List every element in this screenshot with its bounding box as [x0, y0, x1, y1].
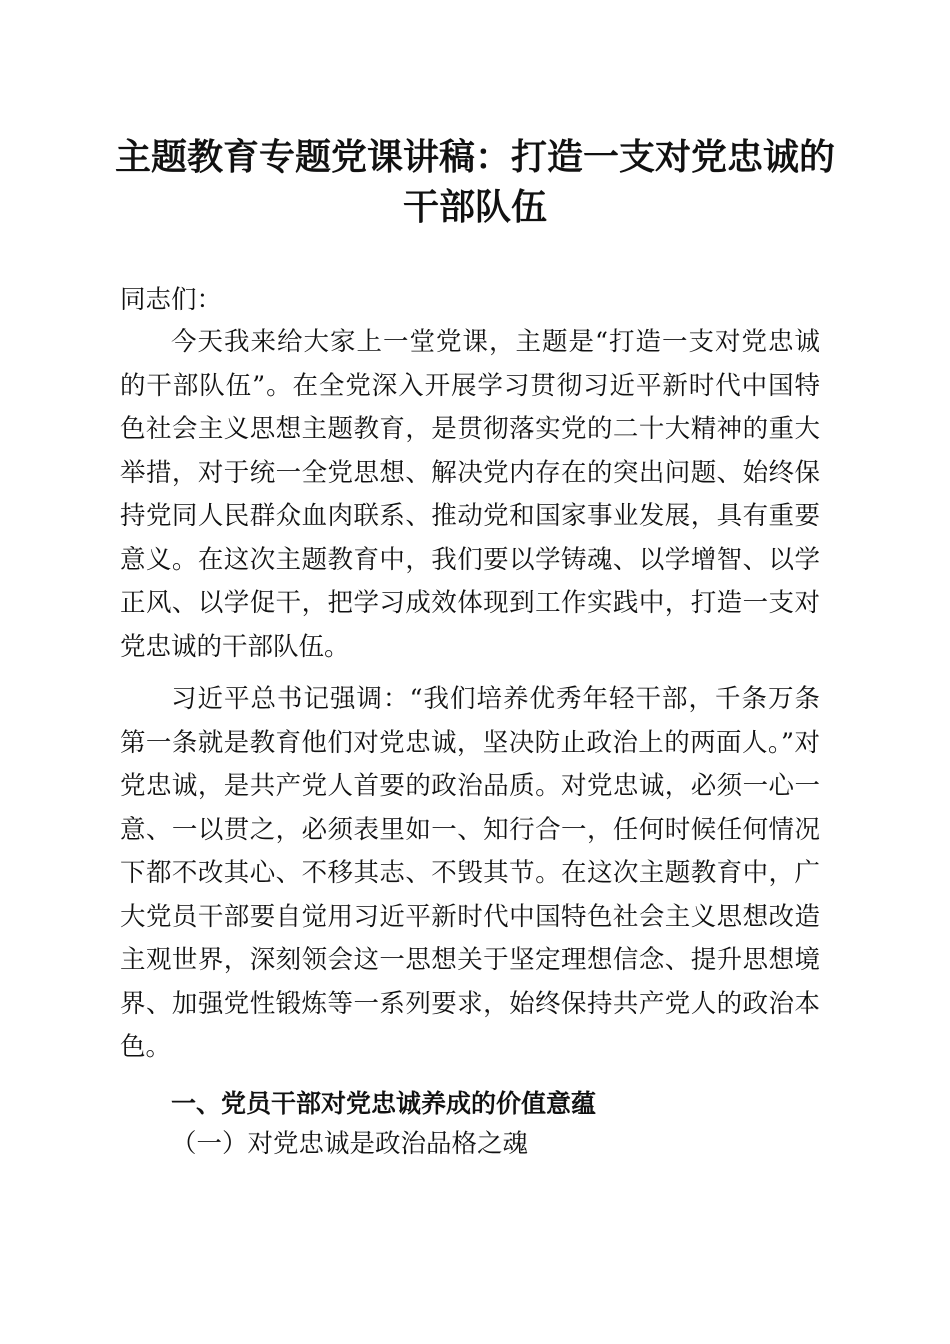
document-title: 主题教育专题党课讲稿：打造一支对党忠诚的干部队伍	[114, 136, 835, 228]
paragraph-intro: 今天我来给大家上一堂党课，主题是“打造一支对党忠诚的干部队伍”。在全党深入开展学习贯彻习近平新时代中国特色社会主义思想主题教育，是贯彻落实党的二十大精神的重大举措，对于统一全党思想、解决党内存在的突出问题、始终保持党同人民群众血肉联系、推动党和国家事业发展，具有重要意义。在这次主题教育中，我们要以学铸魂、以学增智、以学正风、以学促干，把学习成效体现到工作实践中，打造一支对党忠诚的干部队伍。	[120, 327, 820, 662]
subsection-heading: （一）对党忠诚是政治品格之魂	[171, 1129, 529, 1159]
paragraph-quote: 习近平总书记强调：“我们培养优秀年轻干部，千条万条第一条就是教育他们对党忠诚，坚决防止政治上的两面人。”对党忠诚，是共产党人首要的政治品质。对党忠诚，必须一心一意、一以贯之，必须表里如一、知行合一，任何时候任何情况下都不改其心、不移其志、不毁其节。在这次主题教育中，广大党员干部要自觉用习近平新时代中国特色社会主义思想改造主观世界，深刻领会这一思想关于坚定理想信念、提升思想境界、加强党性锻炼等一系列要求，始终保持共产党人的政治本色。	[120, 684, 820, 1062]
section-heading: 一、党员干部对党忠诚养成的价值意蕴	[171, 1089, 597, 1118]
salutation: 同志们：	[120, 285, 223, 315]
